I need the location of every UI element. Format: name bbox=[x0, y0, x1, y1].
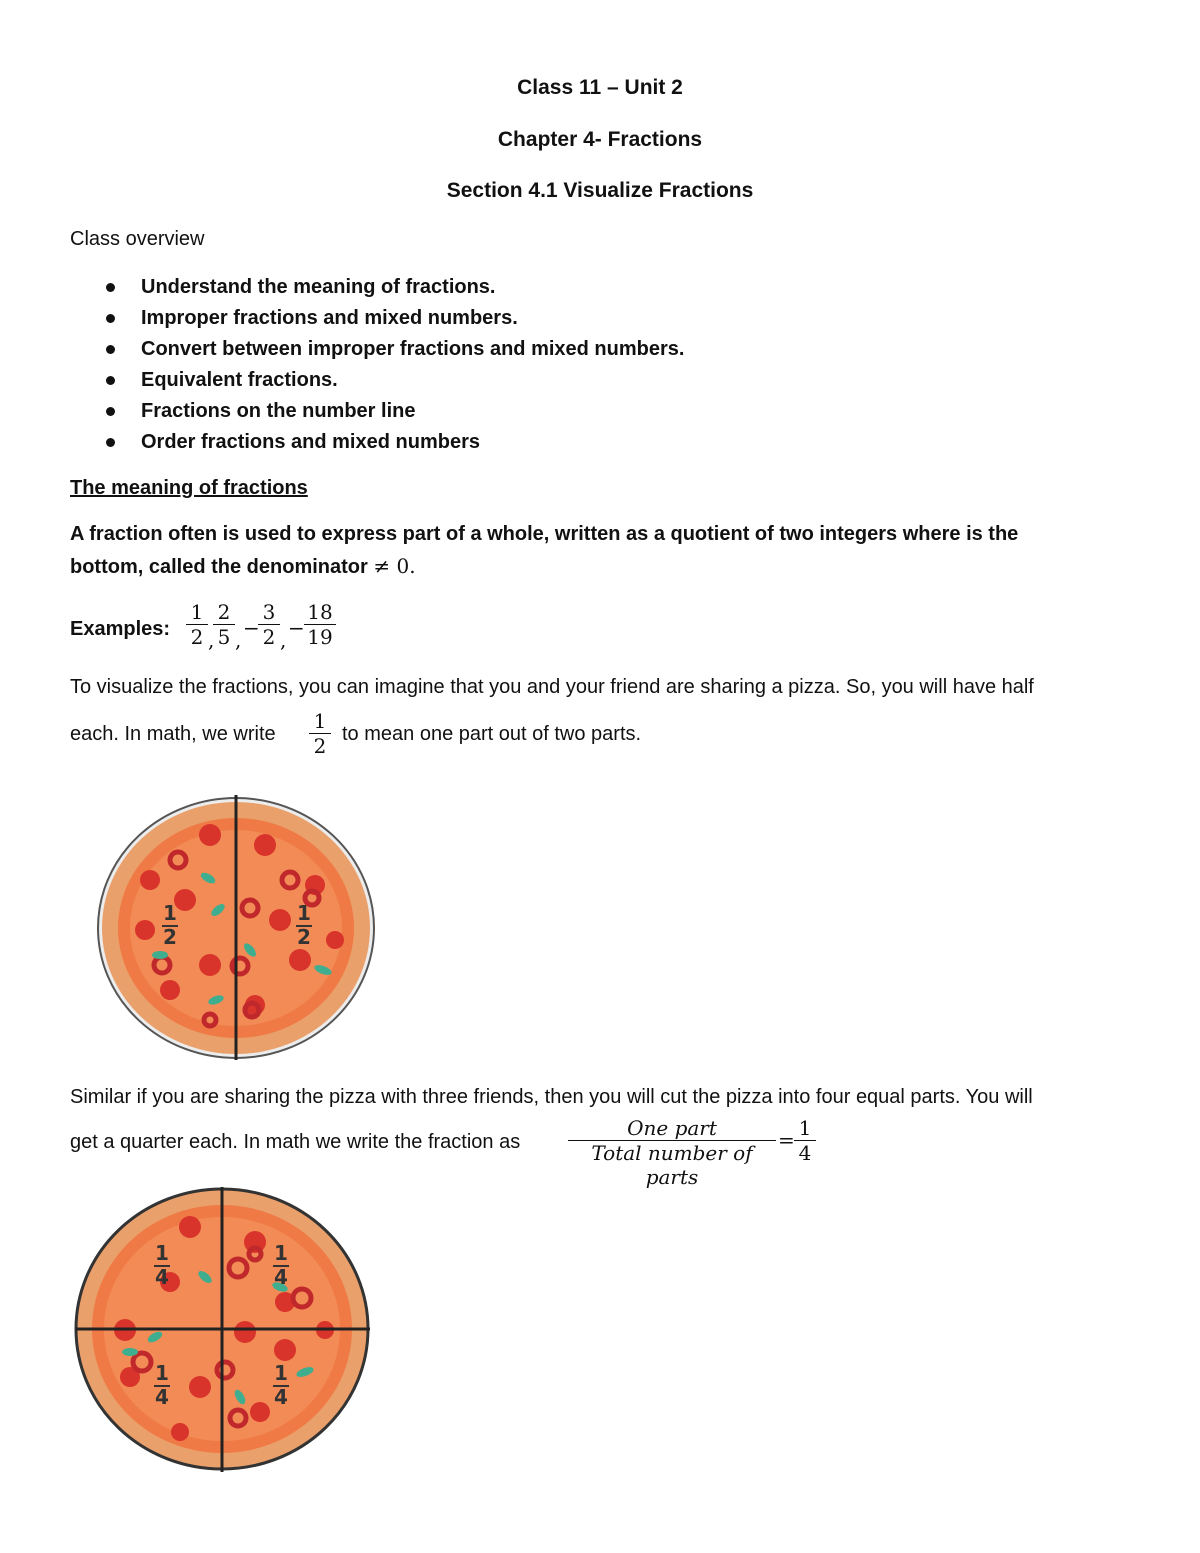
separator: , bbox=[235, 628, 242, 652]
quarter-line-1: Similar if you are sharing the pizza with three friends, then you will cut the pizza into four equal parts. You will bbox=[70, 1086, 1033, 1108]
quarter-label bbox=[273, 1361, 289, 1409]
quarter-fraction: $\frac{1}{4}$ bbox=[794, 1116, 816, 1165]
bullet-icon bbox=[106, 283, 115, 292]
quarter-label bbox=[154, 1241, 170, 1289]
bullet-icon bbox=[106, 407, 115, 416]
half-fraction: $\frac{1}{2}$ bbox=[309, 709, 331, 758]
section-heading-meaning: The meaning of fractions bbox=[70, 477, 308, 499]
list-item: Order fractions and mixed numbers bbox=[70, 427, 684, 458]
definition-line-2: bottom, called the denominator ≠ 0. bbox=[70, 554, 416, 578]
half-label bbox=[296, 901, 312, 949]
bullet-icon bbox=[106, 314, 115, 323]
list-item: Convert between improper fractions and mixed numbers. bbox=[70, 334, 684, 365]
chapter-title: Chapter 4- Fractions bbox=[497, 128, 703, 151]
svg-text:1: 1 bbox=[155, 1241, 169, 1265]
example-fraction: $\frac{3}{2}$ bbox=[258, 600, 280, 649]
minus-sign: − bbox=[288, 616, 305, 640]
quarter-line-2-pre: get a quarter each. In math we write the fraction as bbox=[70, 1131, 521, 1153]
examples-label: Examples: bbox=[70, 618, 171, 640]
visualize-line-2-pre: each. In math, we write bbox=[70, 723, 276, 745]
section-title: Section 4.1 Visualize Fractions bbox=[446, 179, 754, 202]
svg-text:2: 2 bbox=[163, 925, 177, 949]
parts-fraction: One part Total number of parts bbox=[568, 1116, 776, 1189]
page-title: Class 11 – Unit 2 bbox=[517, 76, 683, 99]
svg-text:4: 4 bbox=[155, 1265, 169, 1289]
svg-text:1: 1 bbox=[274, 1361, 288, 1385]
svg-text:1: 1 bbox=[274, 1241, 288, 1265]
separator: , bbox=[208, 628, 215, 652]
overview-list bbox=[70, 272, 684, 458]
bullet-icon bbox=[106, 438, 115, 447]
quarter-label bbox=[154, 1361, 170, 1409]
svg-text:4: 4 bbox=[155, 1385, 169, 1409]
list-item: Understand the meaning of fractions. bbox=[70, 272, 684, 303]
example-fraction: $\frac{2}{5}$ bbox=[213, 600, 235, 649]
definition-line-1: A fraction often is used to express part of a whole, written as a quotient of two integers where is the bbox=[70, 523, 1019, 545]
equals-sign: = bbox=[778, 1128, 795, 1152]
list-item: Fractions on the number line bbox=[70, 396, 684, 427]
svg-text:1: 1 bbox=[297, 901, 311, 925]
svg-text:4: 4 bbox=[274, 1385, 288, 1409]
quarter-label bbox=[273, 1241, 289, 1289]
pizza-quarters-image bbox=[70, 1182, 380, 1482]
visualize-line-1: To visualize the fractions, you can imagine that you and your friend are sharing a pizza. So, you will have half bbox=[70, 676, 1034, 698]
example-fraction: $\frac{1}{2}$ bbox=[186, 600, 208, 649]
separator: , bbox=[280, 628, 287, 652]
pizza-halves-image bbox=[90, 790, 380, 1065]
svg-text:1: 1 bbox=[163, 901, 177, 925]
list-item: Improper fractions and mixed numbers. bbox=[70, 303, 684, 334]
half-label bbox=[162, 901, 178, 949]
bullet-icon bbox=[106, 376, 115, 385]
overview-heading: Class overview bbox=[70, 228, 205, 250]
svg-text:1: 1 bbox=[155, 1361, 169, 1385]
minus-sign: − bbox=[243, 616, 260, 640]
svg-text:4: 4 bbox=[274, 1265, 288, 1289]
example-fraction: $\frac{18}{19}$ bbox=[304, 600, 336, 649]
bullet-icon bbox=[106, 345, 115, 354]
visualize-line-2-post: to mean one part out of two parts. bbox=[342, 723, 642, 745]
list-item: Equivalent fractions. bbox=[70, 365, 684, 396]
svg-text:2: 2 bbox=[297, 925, 311, 949]
